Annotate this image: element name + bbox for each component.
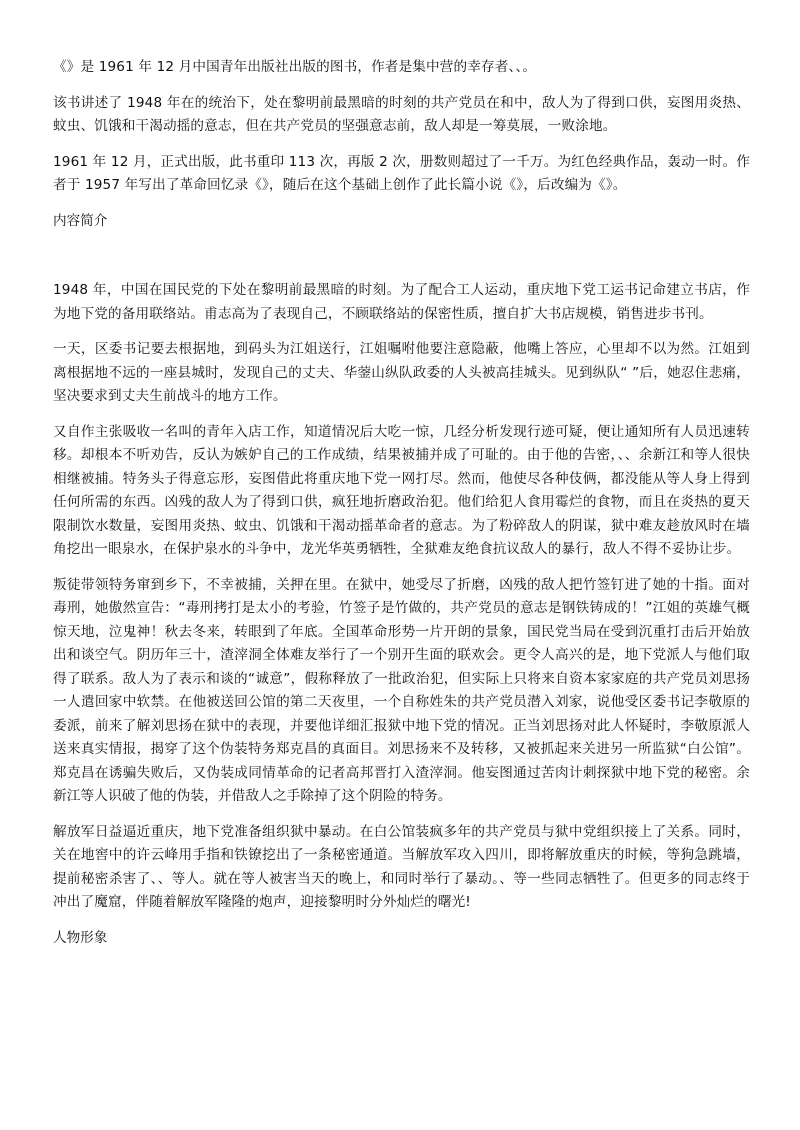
paragraph-intro-1948: 1948 年，中国在国民党的下处在黎明前最黑暗的时刻。为了配合工人运动，重庆地下党工运书记命建立书店，作为地下党的备用联络站。甫志高为了表现自己，不顾联络站的保密性质，擅自扩大书店规模，销售进步书刊。 xyxy=(53,282,750,322)
paragraph-intro-jiangjie: 一天，区委书记要去根据地，到码头为江姐送行，江姐嘱咐他要注意隐蔽，他嘴上答应，心里却不以为然。江姐到离根据地不远的一座县城时，发现自己的丈夫、华蓥山纵队政委的人头被高挂城头。见到纵队“ ”后，她忍住悲痛，坚决要求到丈夫生前战斗的地方工作。 xyxy=(53,341,750,404)
paragraph-intro-arrests: 又自作主张吸收一名叫的青年入店工作，知道情况后大吃一惊，几经分析发现行迹可疑，便让通知所有人员迅速转移。却根本不听劝告，反认为嫉妒自己的工作成绩，结果被捕并成了可耻的。由于他的告密，、、余新江和等人很快相继被捕。特务头子得意忘形，妄图借此将重庆地下党一网打尽。然而，他使尽各种伎俩，都没能从等人身上得到任何所需的东西。凶残的敌人为了得到口供，疯狂地折磨政治犯。他们给犯人食用霉烂的食物，而且在炎热的夏天限制饮水数量，妄图用炎热、蚊虫、饥饿和干渴动摇革命者的意志。为了粉碎敌人的阴谋，狱中难友趁放风时在墙角挖出一眼泉水，在保护泉水的斗争中，龙光华英勇牺牲，全狱难友绝食抗议敌人的暴行，敌人不得不妥协让步。 xyxy=(53,423,750,557)
paragraph-intro-prison: 叛徒带领特务窜到乡下，不幸被捕，关押在里。在狱中，她受尽了折磨，凶残的敌人把竹签钉进了她的十指。面对毒刑，她傲然宣告：“毒刑拷打是太小的考验，竹签子是竹做的，共产党员的意志是钢铁铸成的！”江姐的英雄气概惊天地，泣鬼神！秋去冬来，转眼到了年底。全国革命形势一片开朗的景象，国民党当局在受到沉重打击后开始放出和谈空气。阴历年三十，渣滓洞全体难友举行了一个别开生面的联欢会。更令人高兴的是，地下党派人与他们取得了联系。敌人为了表示和谈的“诚意”，假称释放了一批政治犯，但实际上只将来自资本家家庭的共产党员刘思扬一人遣回家中软禁。在他被送回公馆的第二天夜里，一个自称姓朱的共产党员潜入刘家，说他受区委书记李敬原的委派，前来了解刘思扬在狱中的表现，并要他详细汇报狱中地下党的情况。正当刘思扬对此人怀疑时，李敬原派人送来真实情报，揭穿了这个伪装特务郑克昌的真面目。刘思扬来不及转移，又被抓起来关进另一所监狱“白公馆”。郑克昌在诱骗失败后，又伪装成同情革命的记者高邦晋打入渣滓洞。他妄图通过苦肉计刺探狱中地下党的秘密。余新江等人识破了他的伪装，并借敌人之手除掉了这个阴险的特务。 xyxy=(53,576,750,804)
section-heading-characters: 人物形象 xyxy=(53,929,108,946)
paragraph-book-summary: 该书讲述了 1948 年在的统治下，处在黎明前最黑暗的时刻的共产党员在和中，敌人为了得到口供，妄图用炎热、蚊虫、饥饿和干渴动摇的意志，但在共产党员的坚强意志前，敌人却是一筹莫展，一败涂地。 xyxy=(53,94,750,134)
paragraph-publication: 1961 年 12 月，正式出版，此书重印 113 次，再版 2 次，册数则超过了一千万。为红色经典作品，轰动一时。作者于 1957 年写出了革命回忆录《》，随后在这个基础上创作了此长篇小说《》，后改编为《》。 xyxy=(53,153,750,193)
section-heading-content-intro: 内容简介 xyxy=(53,212,108,229)
paragraph-book-info: 《》是 1961 年 12 月中国青年出版社出版的图书，作者是集中营的幸存者、、。 xyxy=(53,59,537,75)
paragraph-intro-liberation: 解放军日益逼近重庆，地下党准备组织狱中暴动。在白公馆装疯多年的共产党员与狱中党组织接上了关系。同时，关在地窖中的许云峰用手指和铁镣挖出了一条秘密通道。当解放军攻入四川，即将解放重庆的时候，等狗急跳墙，提前秘密杀害了、、等人。就在等人被害当天的晚上，和同时举行了暴动。、等一些同志牺牲了。但更多的同志终于冲出了魔窟，伴随着解放军隆隆的炮声，迎接黎明时分外灿烂的曙光! xyxy=(53,823,750,910)
blank-gap xyxy=(53,245,750,279)
